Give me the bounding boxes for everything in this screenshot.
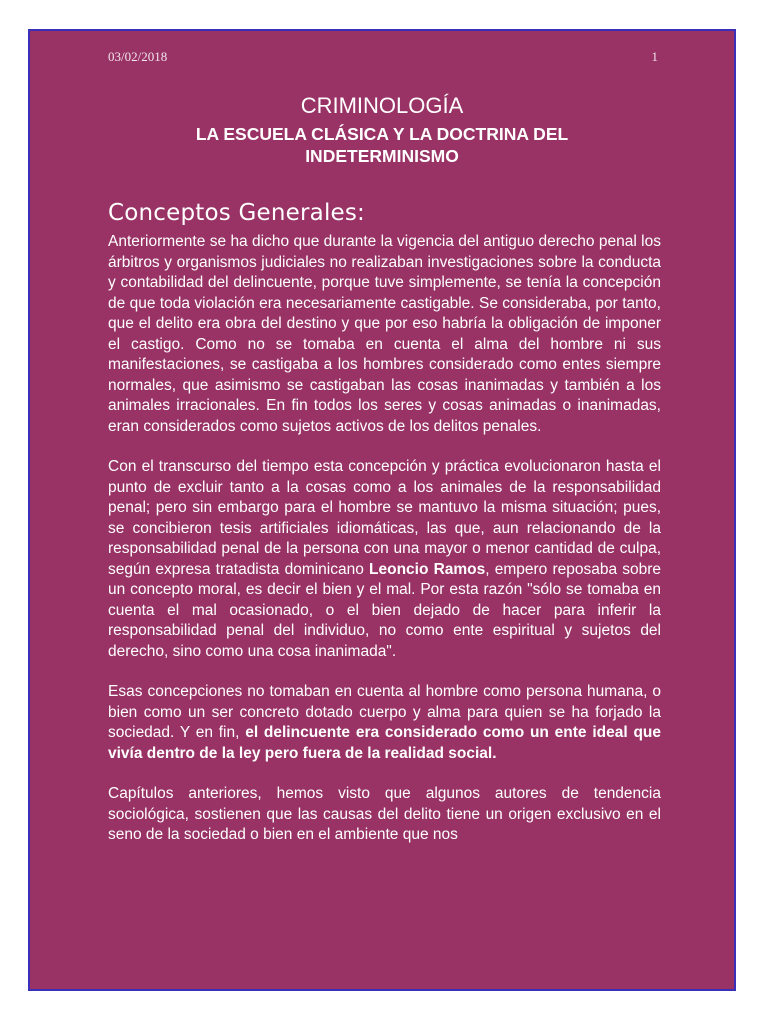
paragraph-4: Capítulos anteriores, hemos visto que algunos autores de tendencia sociológica, sostienen que las causas del delito tiene un origen exclusivo en el seno de la sociedad o bien en el ambiente que nos	[108, 785, 661, 843]
body-text	[108, 232, 661, 846]
paragraph-2-text-b: , empero reposaba sobre un concepto moral, es decir el bien y el mal. Por esta razón "sólo se tomaba en cuenta el mal ocasionado, o el bien dejado de hacer para inferir la responsabilidad penal del individuo, no como ente espiritual y sujetos del derecho, sino como una cosa inanimada".	[108, 560, 661, 660]
paragraph-2-text-a: Con el transcurso del tiempo esta concepción y práctica evolucionaron hasta el punto de excluir tanto a la cosas como a los animales de la responsabilidad penal; pero sin embargo para el hombre se mantuvo la misma situación; pues, se concibieron tesis artificiales idiomáticas, las que, aun relacionando de la responsabilidad penal de la persona con una mayor o menor cantidad de culpa, según expresa tratadista dominicano	[108, 458, 661, 578]
paragraph-3-bold-text: el delincuente era considerado como un ente ideal que vivía dentro de la ley pero fuera de la realidad social.	[108, 724, 661, 762]
section-heading: Conceptos Generales:	[108, 200, 366, 226]
header-date: 03/02/2018	[108, 49, 168, 64]
paragraph-1: Anteriormente se ha dicho que durante la vigencia del antiguo derecho penal los árbitros y organismos judiciales no realizaban investigaciones sobre la conducta y contabilidad del delincuente, porque tuve simplemente, se tenía la concepción de que toda violación era necesariamente castigable. Se consideraba, por tanto, que el delito era obra del destino y que por eso habría la obligación de imponer el castigo. Como no se tomaba en cuenta el alma del hombre ni sus manifestaciones, se castigaba a los hombres considerado como entes siempre normales, que asimismo se castigaban las cosas inanimadas y también a los animales irracionales. En fin todos los seres y cosas animadas o inanimadas, eran considerados como sujetos activos de los delitos penales.	[108, 233, 661, 435]
document-title: CRIMINOLOGÍA	[300, 93, 464, 118]
document-page	[28, 29, 736, 991]
header-page-number: 1	[651, 49, 658, 64]
paragraph-3	[108, 682, 661, 764]
document-subtitle: LA ESCUELA CLÁSICA Y LA DOCTRINA DEL INDETERMINISMO	[195, 124, 569, 166]
paragraph-3-text: Esas concepciones no tomaban en cuenta al hombre como persona humana, o bien como un ser concreto dotado cuerpo y alma para quien se ha forjado la sociedad. Y en fin,	[108, 683, 661, 741]
paragraph-2	[108, 457, 661, 662]
author-name-bold: Leoncio Ramos	[369, 560, 486, 578]
